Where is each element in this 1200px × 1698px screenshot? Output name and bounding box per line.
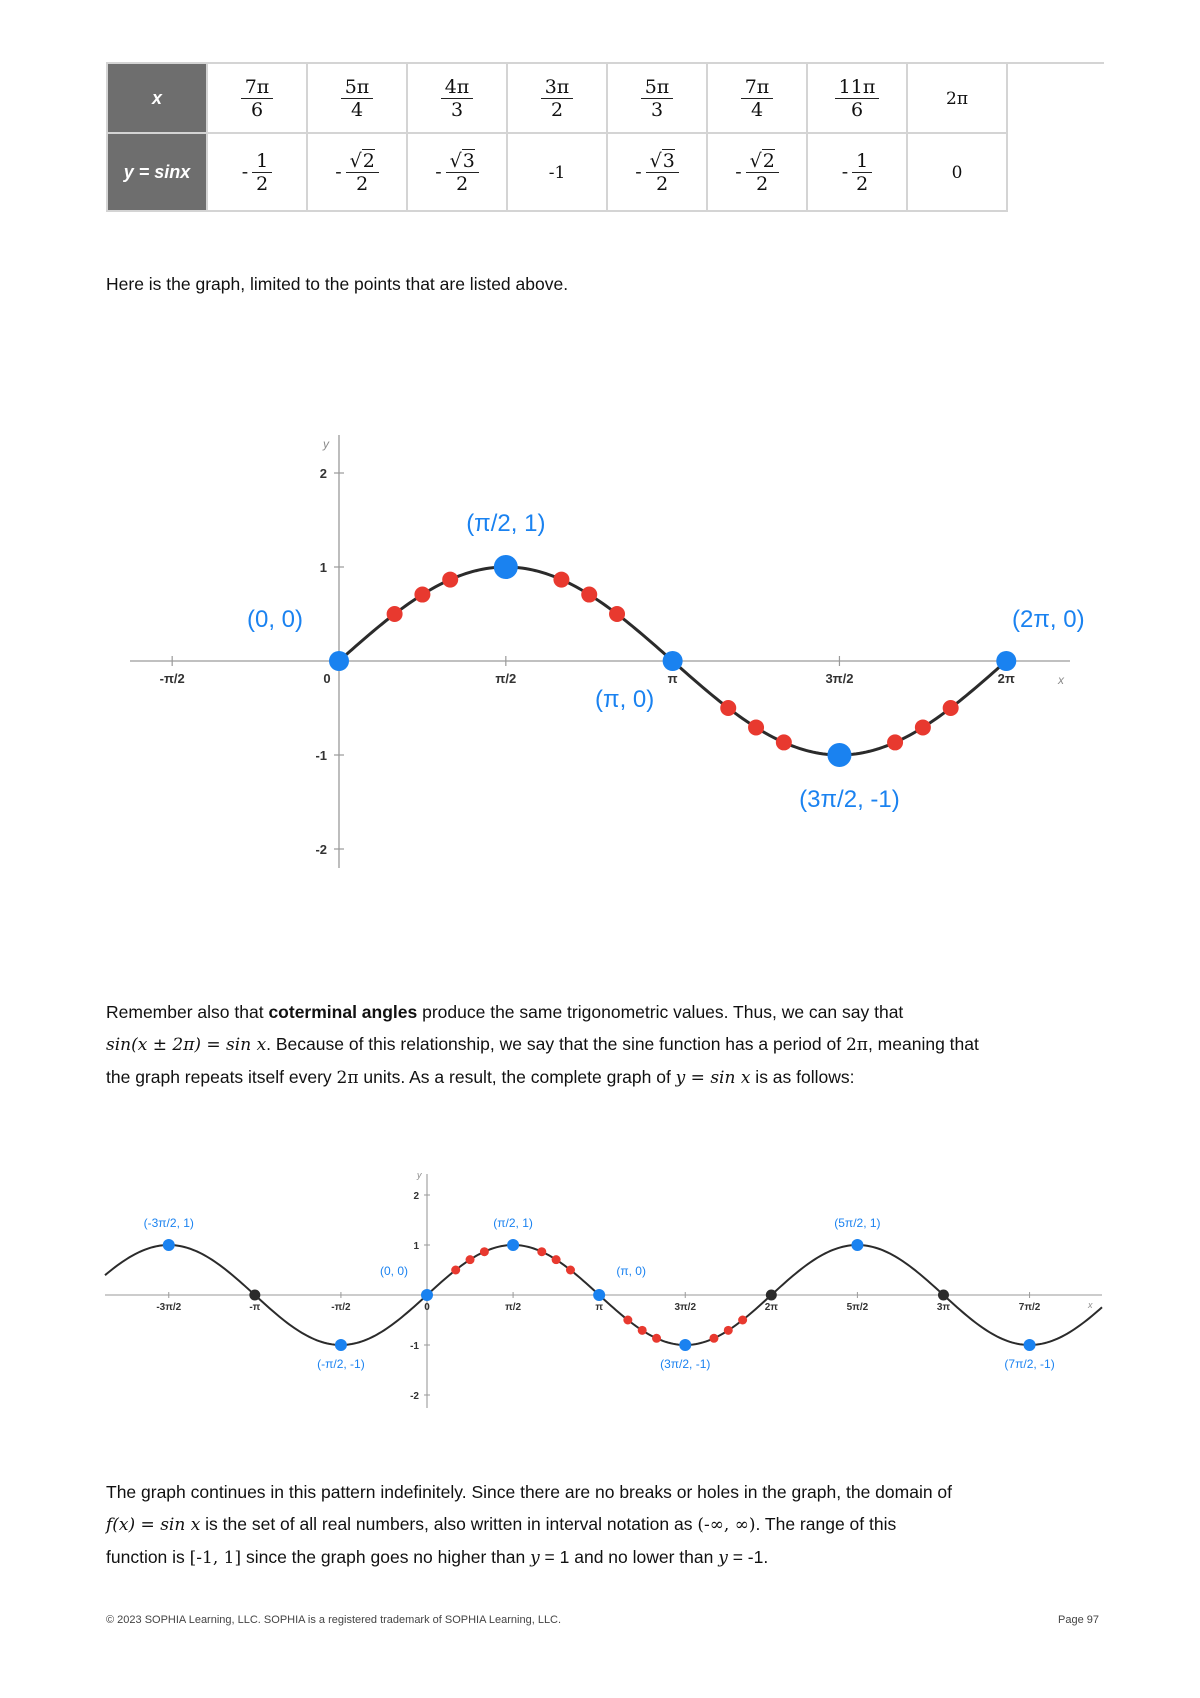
y-axis-label: y (417, 1170, 422, 1180)
domain-line-3: function is [-1, 1] since the graph goes no higher than y = 1 and no lower than y = -1. (106, 1547, 769, 1568)
key-point-label: (2π, 0) (1011, 606, 1085, 633)
table-point (943, 700, 959, 716)
table-point (553, 572, 569, 588)
table-point (552, 1255, 561, 1264)
table-point (566, 1266, 575, 1275)
period-line-3: the graph repeats itself every 2π units. As a result, the complete graph of y = sin x is as follows: (106, 1067, 855, 1088)
table-point (581, 587, 597, 603)
x-tick-label: 0 (424, 1302, 430, 1313)
y-tick-label: -2 (315, 842, 327, 857)
y-tick-label: 2 (319, 466, 327, 481)
x-cell: 2π (907, 63, 1007, 133)
table-point (414, 587, 430, 603)
period-line-2: sin(x ± 2π) = sin x. Because of this relationship, we say that the sine function has a period of 2π, meaning that (106, 1034, 979, 1055)
intro-text: Here is the graph, limited to the points that are listed above. (106, 274, 569, 294)
table-point (387, 606, 403, 622)
y-row (107, 133, 1104, 211)
y-tick-label: 1 (413, 1241, 419, 1252)
domain-interval: (-∞, ∞) (697, 1515, 756, 1535)
key-point (827, 743, 851, 767)
key-point (163, 1239, 175, 1251)
table-point (623, 1316, 632, 1325)
y-tick-label: -1 (410, 1341, 419, 1352)
page-number: Page 97 (1058, 1614, 1099, 1626)
table-point (748, 719, 764, 735)
x-tick-label: -π/2 (331, 1302, 351, 1313)
key-point-label: (3π/2, -1) (660, 1357, 711, 1371)
y-cell: - $\frac{√2}{2}$ (307, 133, 407, 211)
table-point (652, 1334, 661, 1343)
x-cell: $\frac{11\pi}{6}$ (807, 63, 907, 133)
key-point-label: (-π/2, -1) (317, 1357, 365, 1371)
key-point (1024, 1339, 1036, 1351)
key-point-label: (π, 0) (616, 1264, 646, 1278)
key-point-label: (0, 0) (379, 1264, 409, 1278)
y-tick-label: 1 (319, 560, 327, 575)
y-cell: - $\frac{1}{2}$ (807, 133, 907, 211)
table-point (720, 700, 736, 716)
y-cell: - $\frac{√3}{2}$ (407, 133, 507, 211)
table-point (480, 1247, 489, 1256)
table-point (451, 1266, 460, 1275)
table-point (887, 734, 903, 750)
domain-range-paragraph (106, 1476, 1106, 1574)
table-point (466, 1255, 475, 1264)
key-point (679, 1339, 691, 1351)
key-point (996, 651, 1016, 671)
x-tick-label: 0 (323, 671, 331, 686)
x-tick-label: π/2 (505, 1302, 522, 1313)
period-line-1: Remember also that coterminal angles produce the same trigonometric values. Thus, we can say that (106, 1002, 904, 1022)
x-cell: $\frac{5\pi}{3}$ (607, 63, 707, 133)
key-point-label: (π/2, 1) (466, 510, 546, 537)
x-tick-label: π (667, 671, 678, 686)
key-point (507, 1239, 519, 1251)
x-tick-label: 3π/2 (674, 1302, 697, 1313)
key-point-label: (3π/2, -1) (799, 786, 900, 813)
x-cell: $\frac{3\pi}{2}$ (507, 63, 607, 133)
domain-line-1: The graph continues in this pattern indefinitely. Since there are no breaks or holes in the graph, the domain of (106, 1482, 953, 1502)
table-point (638, 1326, 647, 1335)
table-point (915, 719, 931, 735)
key-point-label: (-3π/2, 1) (143, 1216, 194, 1230)
values-table (106, 62, 1104, 212)
identity-equation: sin(x ± 2π) = sin x (106, 1035, 267, 1055)
y-axis-label: y (323, 437, 329, 451)
table-point (609, 606, 625, 622)
copyright-footer: © 2023 SOPHIA Learning, LLC. SOPHIA is a registered trademark of SOPHIA Learning, LLC. (106, 1614, 562, 1626)
table-point (738, 1315, 747, 1324)
range-interval: [-1, 1] (189, 1548, 242, 1568)
y-tick-label: 2 (413, 1191, 419, 1202)
period-paragraph (106, 996, 1106, 1094)
table-edge (1007, 63, 1104, 133)
table-point (537, 1247, 546, 1256)
sine-graph-complete (0, 1150, 1200, 1410)
x-tick-label: 3π/2 (825, 671, 854, 686)
x-tick-label: -3π/2 (156, 1302, 182, 1313)
key-point (335, 1339, 347, 1351)
table-point (709, 1334, 718, 1343)
key-point-label: (π, 0) (595, 686, 655, 713)
x-axis-label: x (1058, 673, 1064, 687)
x-tick-label: π/2 (495, 671, 517, 686)
table-point (442, 572, 458, 588)
x-tick-label: 7π/2 (1018, 1302, 1041, 1313)
key-point-label: (π/2, 1) (493, 1216, 533, 1230)
x-tick-label: 2π (764, 1302, 778, 1313)
zero-point (766, 1290, 777, 1301)
x-tick-label: π (595, 1302, 603, 1313)
key-point (421, 1289, 433, 1301)
zero-point (249, 1290, 260, 1301)
x-row (107, 63, 1104, 133)
y-tick-label: -2 (410, 1391, 419, 1402)
y-cell: -1 (507, 133, 607, 211)
x-cell: $\frac{5\pi}{4}$ (307, 63, 407, 133)
key-point (494, 555, 518, 579)
x-header: x (107, 63, 207, 133)
key-point-label: (7π/2, -1) (1004, 1357, 1055, 1371)
x-axis-label: x (1088, 1300, 1093, 1310)
y-cell: - $\frac{1}{2}$ (207, 133, 307, 211)
table-point (776, 734, 792, 750)
x-cell: $\frac{7\pi}{4}$ (707, 63, 807, 133)
key-point (329, 651, 349, 671)
key-point-label: (0, 0) (246, 606, 304, 633)
x-tick-label: -π (249, 1302, 261, 1313)
y-tick-label: -1 (315, 748, 327, 763)
zero-point (938, 1290, 949, 1301)
y-cell: 0 (907, 133, 1007, 211)
x-tick-label: 2π (997, 671, 1015, 686)
y-cell: - $\frac{√3}{2}$ (607, 133, 707, 211)
key-point (663, 651, 683, 671)
x-cell: $\frac{7\pi}{6}$ (207, 63, 307, 133)
y-cell: - $\frac{√2}{2}$ (707, 133, 807, 211)
key-point (851, 1239, 863, 1251)
x-tick-label: 5π/2 (846, 1302, 869, 1313)
sine-graph-partial (0, 420, 1200, 880)
key-point (593, 1289, 605, 1301)
table-point (724, 1326, 733, 1335)
x-tick-label: 3π (936, 1302, 951, 1313)
coterminal-term: coterminal angles (268, 1002, 418, 1022)
key-point-label: (5π/2, 1) (834, 1216, 881, 1230)
x-cell: $\frac{4\pi}{3}$ (407, 63, 507, 133)
y-header: y = sinx (107, 133, 207, 211)
x-tick-label: -π/2 (159, 671, 185, 686)
domain-line-2: f(x) = sin x is the set of all real numbers, also written in interval notation as (-∞, ∞). The range of this (106, 1514, 897, 1535)
